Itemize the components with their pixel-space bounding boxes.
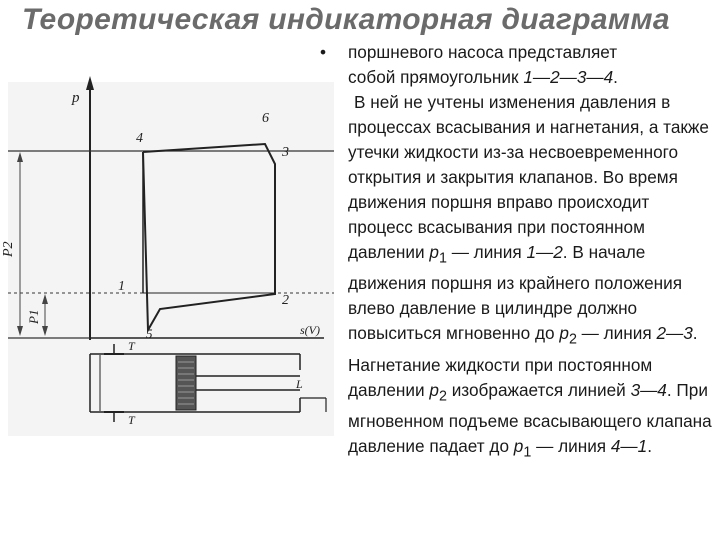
p2-label: P2 — [1, 241, 16, 257]
point-6-label: 6 — [262, 111, 269, 126]
bullet-paragraph — [320, 40, 712, 65]
point-3-label: 3 — [282, 145, 289, 160]
point-1-label: 1 — [118, 279, 125, 294]
paragraph-1-line-1: поршневого насоса представляет — [348, 42, 618, 62]
piston-t-bottom-label: T — [128, 413, 135, 427]
slide-body-text — [320, 40, 712, 466]
piston-l-label: L — [296, 377, 303, 391]
point-5-label: 5 — [146, 326, 153, 341]
point-2-label: 2 — [282, 293, 289, 308]
bullet-icon: • — [320, 42, 327, 62]
paragraph-1-line-2: собой прямоугольник 1—2—3—4. — [348, 67, 618, 87]
s-axis-label: s(V) — [300, 323, 320, 337]
point-4-label: 4 — [136, 131, 143, 146]
piston-t-top-label: T — [128, 339, 135, 353]
p1-label: P1 — [26, 309, 41, 324]
slide-title: Теоретическая индикаторная диаграмма — [22, 3, 670, 36]
indicator-diagram — [0, 72, 340, 444]
scan-background — [8, 82, 334, 436]
p-axis-label: p — [72, 90, 80, 106]
paragraph-2: В ней не учтены изменения давления в процессах всасывания и нагнетания, а также утечки жидкости из-за несвоевременного открытия и закрытия клапанов. Во время движения поршня вправо происходит процесс всасывания при постоянном давлении $p_1$ — линия 1—2. В начале движения поршня из крайнего положения влево давление в цилиндре должно повыситься мгновенно до $p_2$ — линия 2—3. Нагнетание жидкости при постоянном давлении $p_2$ изображается линией 3—4. При мгновенном подъеме всасывающего клапана давление падает до $p_1$ — линия 4—1. — [348, 92, 712, 461]
